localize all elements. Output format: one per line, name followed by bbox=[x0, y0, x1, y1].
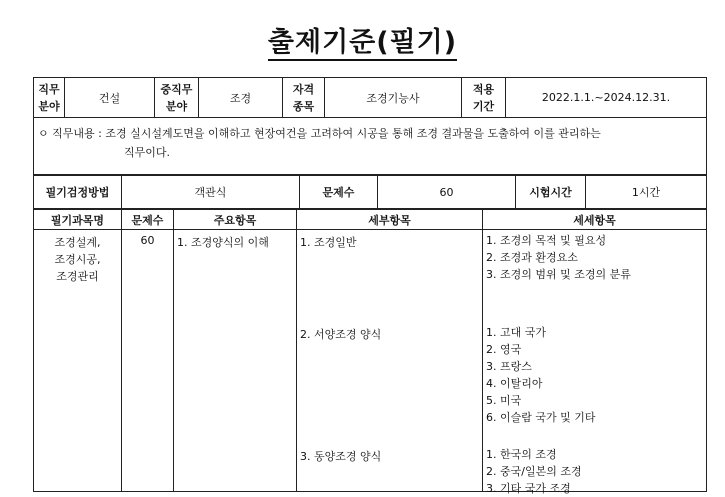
header-count: 문제수 bbox=[122, 210, 174, 230]
method-value: 객관식 bbox=[122, 176, 300, 209]
period-label: 적용 기간 bbox=[462, 78, 506, 118]
mid-field-label: 중직무 분야 bbox=[155, 78, 199, 118]
time-label: 시험시간 bbox=[516, 176, 586, 209]
detail-item: 2. 영국 bbox=[486, 343, 522, 356]
mid-field-value: 조경 bbox=[199, 78, 283, 118]
detail-item: 2. 중국/일본의 조경 bbox=[486, 465, 582, 478]
cert-value: 조경기능사 bbox=[325, 78, 462, 118]
count-value: 60 bbox=[378, 176, 516, 209]
detail-item: 2. 조경과 환경요소 bbox=[486, 251, 578, 264]
sub-item: 2. 서양조경 양식 bbox=[300, 328, 382, 341]
sub-item: 1. 조경일반 bbox=[300, 236, 357, 249]
period-value: 2022.1.1.~2024.12.31. bbox=[506, 78, 707, 118]
cert-label: 자격 종목 bbox=[283, 78, 325, 118]
question-count: 60 bbox=[140, 234, 155, 247]
header-main: 주요항목 bbox=[174, 210, 297, 230]
header-subject: 필기과목명 bbox=[34, 210, 122, 230]
field-value: 건설 bbox=[65, 78, 155, 118]
detail-item: 1. 한국의 조경 bbox=[486, 448, 557, 461]
sub-item: 3. 동양조경 양식 bbox=[300, 450, 382, 463]
detail-item: 3. 기타 국가 조경 bbox=[486, 482, 571, 495]
detail-item: 3. 프랑스 bbox=[486, 360, 532, 373]
detail-item-cell bbox=[483, 230, 707, 495]
exam-table bbox=[33, 175, 707, 209]
page-title-text: 출제기준(필기) bbox=[268, 27, 457, 61]
count-label: 문제수 bbox=[300, 176, 378, 209]
question-count-cell bbox=[122, 230, 174, 492]
sub-item-cell bbox=[297, 230, 483, 492]
subject-line: 조경시공, bbox=[54, 253, 101, 266]
detail-item: 6. 이슬람 국가 및 기타 bbox=[486, 411, 596, 424]
detail-item: 5. 미국 bbox=[486, 394, 522, 407]
info-table bbox=[33, 77, 707, 175]
detail-item: 1. 고대 국가 bbox=[486, 326, 546, 339]
subject-cell bbox=[34, 230, 122, 492]
subject-line: 조경관리 bbox=[56, 270, 99, 283]
main-item: 1. 조경양식의 이해 bbox=[177, 236, 269, 249]
duty-line-1: ㅇ 직무내용 : 조경 실시설계도면을 이해하고 현장여건을 고려하여 시공을 통해 조경 결과물을 도출하여 이를 관리하는 bbox=[38, 127, 601, 140]
time-value: 1시간 bbox=[586, 176, 707, 209]
detail-item: 1. 조경의 목적 및 필요성 bbox=[486, 234, 607, 247]
duty-description bbox=[34, 118, 707, 175]
field-label: 직무 분야 bbox=[34, 78, 65, 118]
method-label: 필기검정방법 bbox=[34, 176, 122, 209]
duty-line-2: 직무이다. bbox=[124, 146, 171, 159]
header-sub: 세부항목 bbox=[297, 210, 483, 230]
detail-item: 4. 이탈리아 bbox=[486, 377, 543, 390]
page-title bbox=[0, 20, 725, 59]
main-item-cell bbox=[174, 230, 297, 492]
header-detail: 세세항목 bbox=[483, 210, 707, 230]
subject-line: 조경설계, bbox=[54, 236, 101, 249]
detail-item: 3. 조경의 범위 및 조경의 분류 bbox=[486, 268, 631, 281]
items-table bbox=[33, 209, 707, 495]
